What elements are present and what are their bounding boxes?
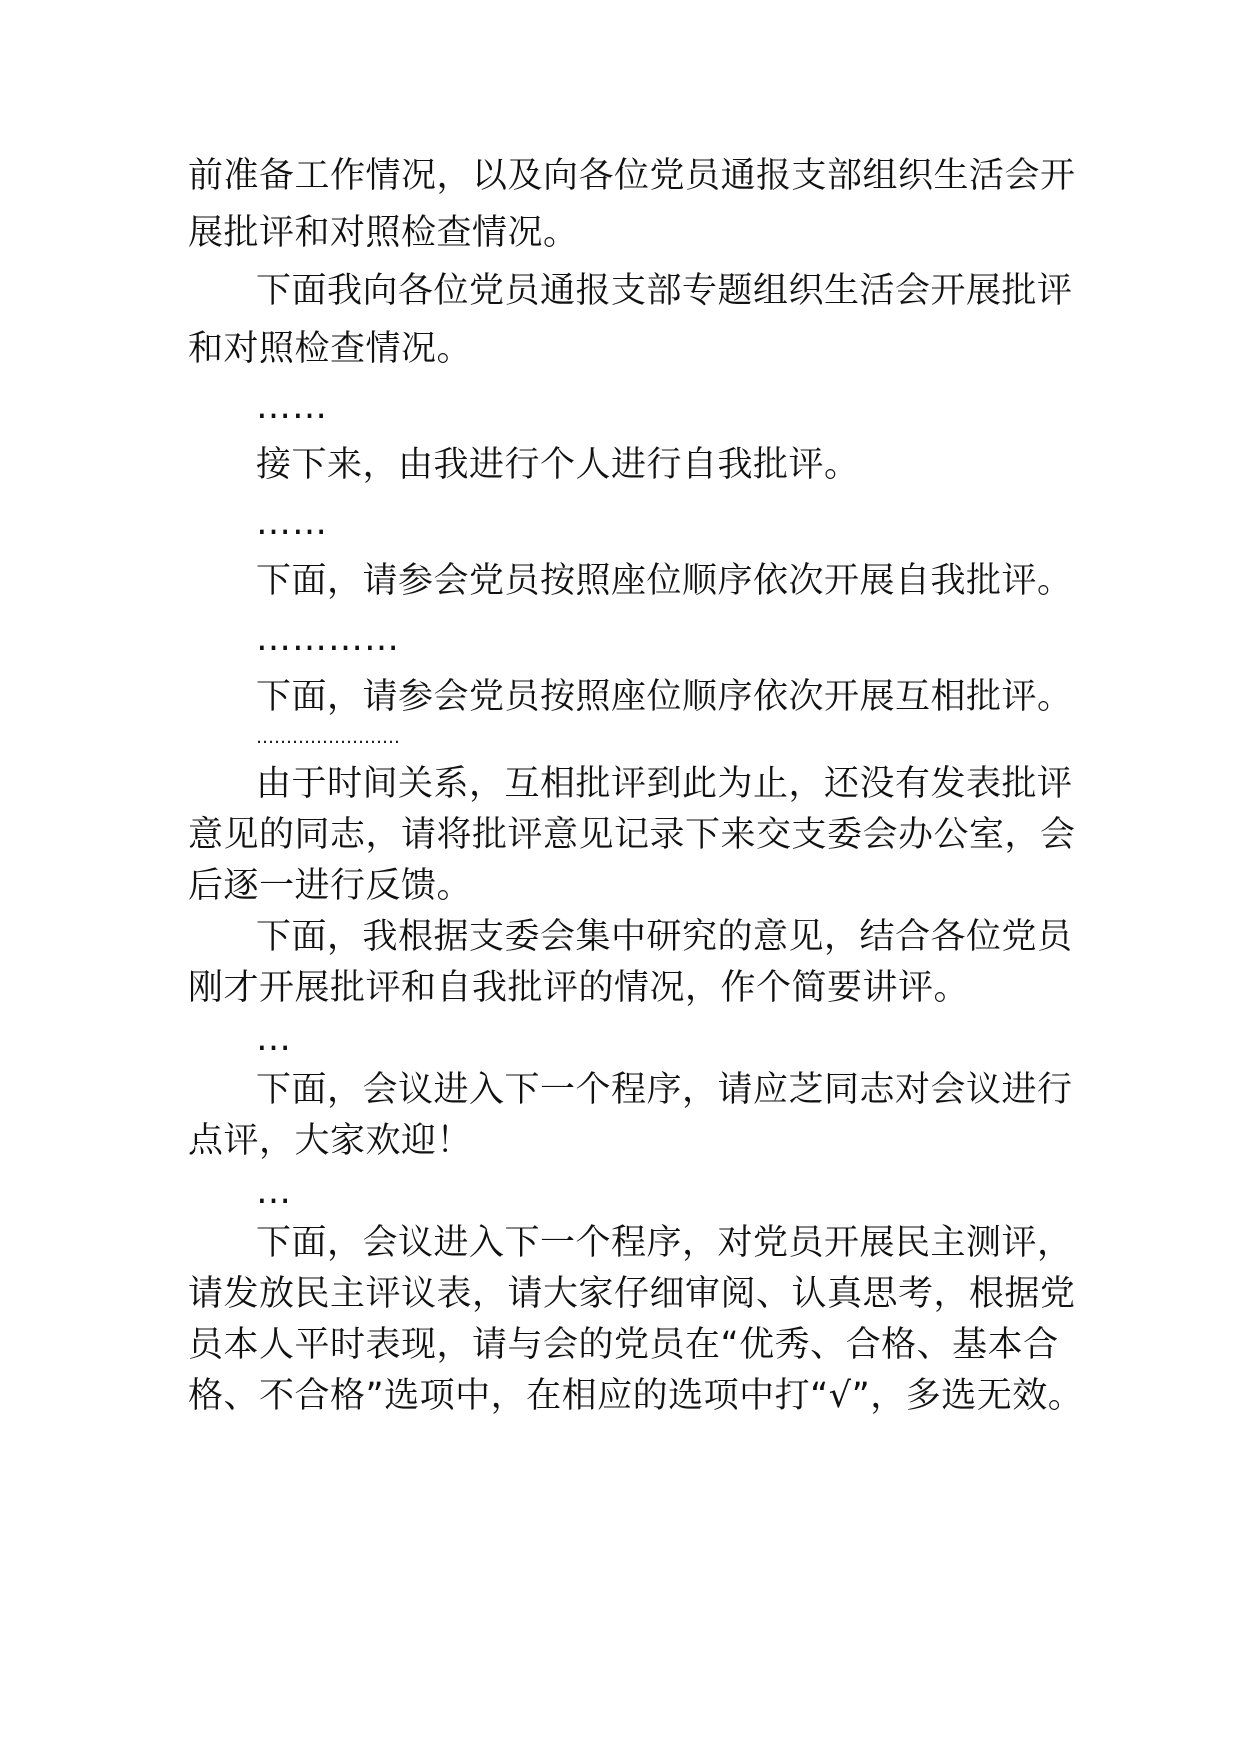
text-line: 由于时间关系，互相批评到此为止，还没有发表批评 — [256, 764, 1073, 804]
text-line: 刚才开展批评和自我批评的情况，作个简要讲评。 — [188, 968, 970, 1008]
text-line: 下面，我根据支委会集中研究的意见，结合各位党员 — [256, 917, 1073, 957]
ellipsis-line: … — [256, 1019, 292, 1059]
text-line: 展批评和对照检查情况。 — [188, 213, 579, 253]
text-line: 下面，会议进入下一个程序，对党员开展民主测评， — [256, 1223, 1073, 1263]
text-line: 点评，大家欢迎！ — [188, 1121, 473, 1161]
text-line: 前准备工作情况，以及向各位党员通报支部组织生活会开 — [188, 156, 1076, 196]
text-line: 员本人平时表现，请与会的党员在“优秀、合格、基本合 — [188, 1325, 1059, 1365]
ellipsis-line: … — [256, 1172, 292, 1212]
text-line: 请发放民主评议表，请大家仔细审阅、认真思考，根据党 — [188, 1274, 1076, 1314]
text-line: 下面，会议进入下一个程序，请应芝同志对会议进行 — [256, 1070, 1073, 1110]
text-line: 下面，请参会党员按照座位顺序依次开展自我批评。 — [256, 561, 1073, 601]
text-line: 意见的同志，请将批评意见记录下来交支委会办公室，会 — [188, 815, 1076, 855]
text-line: 接下来，由我进行个人进行自我批评。 — [256, 445, 860, 485]
text-line: 和对照检查情况。 — [188, 329, 473, 369]
ellipsis-line: ………… — [256, 619, 400, 659]
ellipsis-line: …… — [256, 503, 328, 543]
ellipsis-line: …………………… — [256, 727, 400, 748]
ellipsis-line: …… — [256, 387, 328, 427]
text-line: 格、不合格”选项中，在相应的选项中打“√”，多选无效。 — [188, 1376, 1084, 1416]
text-line: 下面，请参会党员按照座位顺序依次开展互相批评。 — [256, 677, 1073, 717]
text-line: 下面我向各位党员通报支部专题组织生活会开展批评 — [256, 271, 1073, 311]
text-line: 后逐一进行反馈。 — [188, 866, 473, 906]
